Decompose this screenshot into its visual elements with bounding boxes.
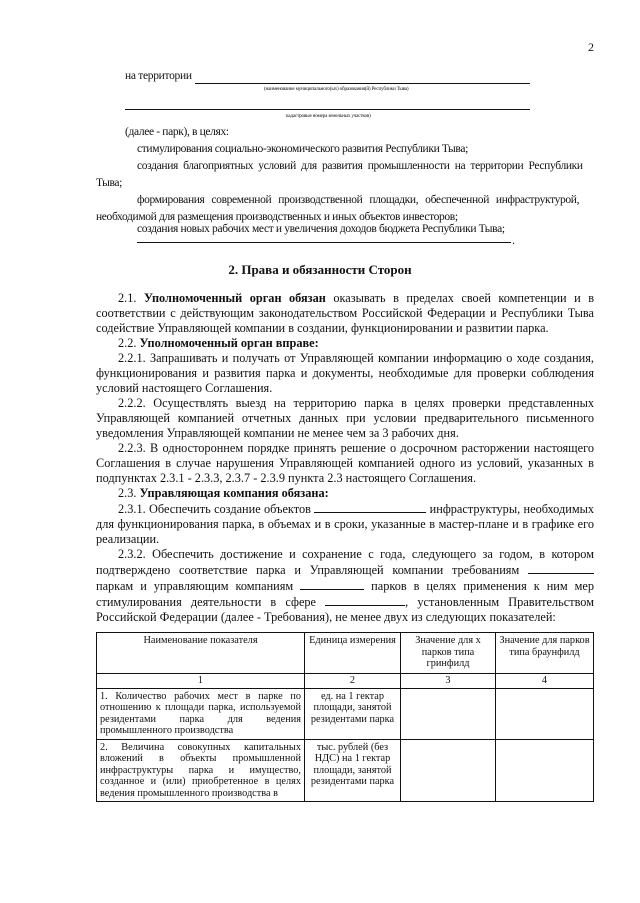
- cadastral-caption: кадастровые номера земельных участков): [286, 113, 371, 119]
- column-number: 2: [305, 674, 401, 689]
- infrastructure-blank: [314, 501, 426, 513]
- paragraph-2-2: 2.2. Уполномоченный орган вправе:: [118, 336, 319, 350]
- header-unit: Единица измерения: [305, 633, 401, 674]
- section-title: 2. Права и обязанности Сторон: [228, 262, 412, 277]
- park-goals-intro: (далее - парк), в целях:: [125, 126, 229, 138]
- paragraph-2-3-1: 2.3.1. Обеспечить создание объектов инфраструктуры, необходимых для функционирования парка, в объемах и в сроки, указанные в мастер-плане и в графике его реализации.: [96, 502, 595, 546]
- indicator-unit: ед. на 1 гектар площади, занятой резидентами парка: [305, 688, 401, 739]
- indicator-brownfield-value: [496, 688, 594, 739]
- indicator-greenfield-value: [401, 739, 496, 802]
- paragraph-2-2-1: 2.2.1. Запрашивать и получать от Управляющей компании информацию о ходе создания, функционирования и развития парка и документы, необходимые для проверки соблюдения условий настоящего Соглашения.: [96, 351, 594, 395]
- territory-line: [125, 70, 530, 86]
- page-number: 2: [588, 40, 594, 54]
- indicator-brownfield-value: [496, 739, 594, 802]
- column-number: 1: [97, 674, 305, 689]
- indicator-name: 1. Количество рабочих мест в парке по отношению к площади парка, используемой резидентами парка для ведения промышленного производства: [97, 688, 305, 739]
- indicator-greenfield-value: [401, 688, 496, 739]
- section-body: [96, 291, 594, 625]
- indicators-table: [96, 632, 594, 802]
- indicator-name: 2. Величина совокупных капитальных вложений в объекты промышленной инфраструктуры парка и имущество, созданное и (или) приобретенное в целях ведения промышленного производства в: [97, 739, 305, 802]
- territory-blank: [195, 83, 530, 84]
- paragraph-2-3-2: 2.3.2. Обеспечить достижение и сохранение с года, следующего за годом, в котором подтверждено соответствие парка и Управляющей компании требованиям паркам и управляющим компаниям парков в целях применения к ним мер стимулирования деятельности в сфере , установленным Правительством Российской Федерации (далее - Требования), не менее двух из следующих показателей:: [96, 547, 595, 624]
- cadastral-blank: [125, 109, 530, 110]
- goal-5-blank: [137, 242, 511, 243]
- companies-blank: [300, 578, 364, 590]
- goal-2-line-1: создания благоприятных условий для развития промышленности на территории Республики: [137, 160, 583, 172]
- p23-bold: Управляющая компания обязана:: [139, 486, 329, 500]
- paragraph-2-3: 2.3. Управляющая компания обязана:: [118, 486, 329, 500]
- goal-1: стимулирования социально-экономического развития Республики Тыва;: [137, 143, 468, 155]
- p21-bold: Уполномоченный орган обязан: [143, 291, 326, 305]
- goal-5-end: .: [512, 233, 515, 247]
- sphere-blank: [325, 594, 405, 606]
- table-row: [97, 688, 594, 739]
- goal-3-line-2: необходимой для размещения производственных и иных объектов инвесторов;: [96, 211, 458, 223]
- goal-2-line-2: Тыва;: [96, 177, 123, 189]
- goal-3-line-1: формирования современной производственной площадки, обеспеченной инфраструктурой,: [137, 194, 580, 206]
- table-column-number-row: [97, 674, 594, 689]
- table-row: [97, 739, 594, 802]
- paragraph-2-1: 2.1. Уполномоченный орган обязан оказывать в пределах своей компетенции и в соответствии с действующим законодательством Российской Федерации и Республики Тыва содействие Управляющей компании в создании, функционировании и развитии парка.: [96, 291, 594, 335]
- header-brownfield: Значение для парков типа браунфилд: [496, 633, 594, 674]
- goal-4: создания новых рабочих мест и увеличения доходов бюджета Республики Тыва;: [137, 223, 505, 235]
- p22-bold: Уполномоченный орган вправе:: [139, 336, 319, 350]
- indicator-unit: тыс. рублей (без НДС) на 1 гектар площади, занятой резидентами парка: [305, 739, 401, 802]
- column-number: 3: [401, 674, 496, 689]
- table-header-row: [97, 633, 594, 674]
- header-greenfield: Значение для x парков типа гринфилд: [401, 633, 496, 674]
- paragraph-2-2-2: 2.2.2. Осуществлять выезд на территорию парка в целях проверки представленных Управляющей компанией отчетных данных при условии предварительного письменного уведомления Управляющей компании не менее чем за 3 рабочих дня.: [96, 396, 594, 440]
- header-indicator-name: Наименование показателя: [97, 633, 305, 674]
- paragraph-2-2-3: 2.2.3. В одностороннем порядке принять решение о досрочном расторжении настоящего Соглашения в случае нарушения Управляющей компанией одного из условий, указанных в подпунктах 2.3.1 - 2.3.3, 2.3.7 - 2.3.9 пункта 2.3 настоящего Соглашения.: [96, 441, 594, 485]
- territory-label: на территории: [125, 70, 192, 82]
- requirements-blank: [528, 562, 594, 574]
- territory-caption: (наименование муниципального(ых) образования(й) Республики Тыва): [264, 86, 409, 92]
- column-number: 4: [496, 674, 594, 689]
